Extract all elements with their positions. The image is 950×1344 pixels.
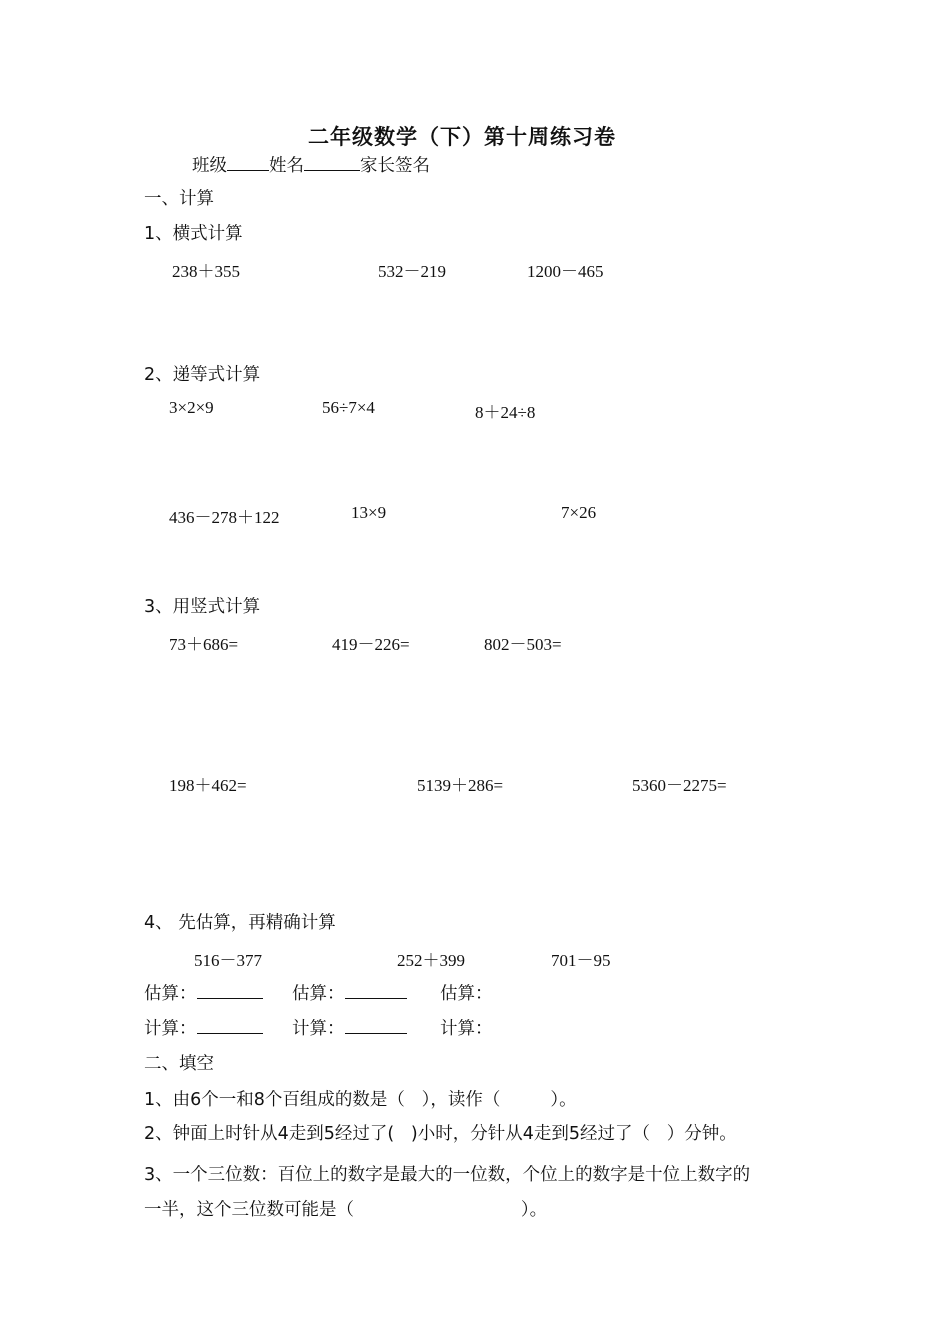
section-1-heading: 一、计算 bbox=[144, 189, 214, 209]
q1-item-2: 532－219 bbox=[378, 262, 446, 281]
fill-q3-line1: 3、一个三位数：百位上的数字是最大的一位数，个位上的数字是十位上数字的 bbox=[144, 1165, 751, 1185]
q3-item-1: 73＋686= bbox=[169, 635, 239, 654]
q4-item-3: 701－95 bbox=[551, 951, 611, 970]
name-blank[interactable] bbox=[304, 153, 360, 171]
fill-q2: 2、钟面上时针从4走到5经过了( )小时，分针从4走到5经过了（ ）分钟。 bbox=[144, 1124, 737, 1144]
q2-label: 2、递等式计算 bbox=[144, 365, 261, 385]
q3-item-3: 802－503= bbox=[484, 635, 562, 654]
q3-item-6: 5360－2275= bbox=[632, 776, 727, 795]
q2-item-1: 3×2×9 bbox=[169, 398, 214, 417]
q2-item-5: 13×9 bbox=[351, 503, 387, 522]
q4-item-1: 516－377 bbox=[194, 951, 262, 970]
compute-row-2 bbox=[292, 1015, 407, 1040]
estimate-row-2 bbox=[292, 980, 407, 1005]
q1-item-3: 1200－465 bbox=[527, 262, 604, 281]
q3-label: 3、用竖式计算 bbox=[144, 597, 261, 617]
class-blank[interactable] bbox=[227, 153, 269, 171]
q3-item-5: 5139＋286= bbox=[417, 776, 504, 795]
parent-signature-label: 家长签名 bbox=[360, 156, 430, 176]
compute-label: 计算： bbox=[440, 1019, 493, 1039]
estimate-label: 估算： bbox=[292, 984, 345, 1004]
estimate-row-1 bbox=[144, 980, 263, 1005]
q2-item-2: 56÷7×4 bbox=[322, 398, 375, 417]
fill-q3-line2: 一半，这个三位数可能是（ ）。 bbox=[144, 1200, 548, 1220]
q3-item-4: 198＋462= bbox=[169, 776, 247, 795]
q3-item-2: 419－226= bbox=[332, 635, 410, 654]
estimate-row-3 bbox=[440, 980, 493, 1005]
fill-q1: 1、由6个一和8个百组成的数是（ ），读作（ ）。 bbox=[144, 1090, 577, 1110]
q4-label: 4、 先估算，再精确计算 bbox=[144, 913, 336, 933]
estimate-label: 估算： bbox=[440, 984, 493, 1004]
compute-blank[interactable] bbox=[345, 1016, 407, 1034]
q1-label: 1、横式计算 bbox=[144, 224, 243, 244]
estimate-blank[interactable] bbox=[197, 981, 263, 999]
page-title: 二年级数学（下）第十周练习卷 bbox=[308, 125, 616, 149]
section-2-heading: 二、填空 bbox=[144, 1054, 214, 1074]
compute-blank[interactable] bbox=[197, 1016, 263, 1034]
q2-item-4: 436－278＋122 bbox=[169, 508, 280, 527]
q4-item-2: 252＋399 bbox=[397, 951, 465, 970]
q2-item-6: 7×26 bbox=[561, 503, 597, 522]
q2-item-3: 8＋24÷8 bbox=[475, 403, 536, 422]
student-info-line bbox=[192, 152, 430, 177]
class-label: 班级 bbox=[192, 156, 227, 176]
compute-row-3 bbox=[440, 1015, 493, 1040]
compute-label: 计算： bbox=[292, 1019, 345, 1039]
estimate-label: 估算： bbox=[144, 984, 197, 1004]
compute-row-1 bbox=[144, 1015, 263, 1040]
estimate-blank[interactable] bbox=[345, 981, 407, 999]
q1-item-1: 238＋355 bbox=[172, 262, 240, 281]
name-label: 姓名 bbox=[269, 156, 304, 176]
compute-label: 计算： bbox=[144, 1019, 197, 1039]
